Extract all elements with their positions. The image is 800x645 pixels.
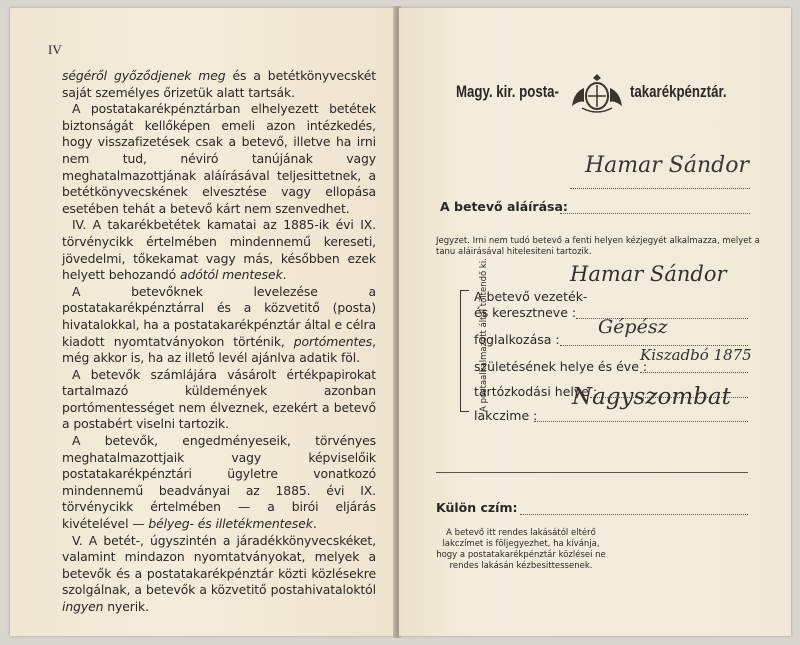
kulon-cim-label: Külön czím:	[436, 500, 518, 515]
field-value-name: Hamar Sándor	[570, 262, 727, 286]
left-paragraph: ségéről győződjenek meg és a betétkönyvecskét saját személyes őrizetük alatt tartsák.	[62, 68, 376, 100]
bottom-note: A betevő itt rendes lakásától eltérő lakczímet is följegyezhet, ha kívánja, hogy a postatakarékpénztár közlései ne rendes lakásán kézbesittessenek.	[436, 528, 606, 571]
left-paragraph: A postatakarékpénztárban elhelyezett betétek biztonságát kellőképen emeli azon intézkedés, hogy visszafizetések csak a betevő, illetve ha irni nem tud, néviró tanújának vagy meghatalmazottjának aláírásával teljesittetnek, a betétkönyvecskének elvesztése vagy ellopása esetében tehát a betevő kárt nem szenvedhet.	[62, 101, 376, 216]
left-paragraph: A betevők, engedményeseik, törvényes meghatalmazottjaik vagy képviselőik postatakarékpénztári ügyletre vonatkozó mindennemű beadványai az 1885. évi IX. törvénycikk értelmében — a birói eljárás kivételével — bélyeg- és illetékmentesek.	[62, 433, 376, 532]
field-line-address	[534, 421, 748, 422]
divider-line	[436, 472, 748, 473]
field-value-birth: Kiszadbó 1875	[640, 346, 752, 364]
left-paragraph: A betevők számlájára vásárolt értékpapirokat tartalmazó küldemények azonban portómentességet nem élveznek, ezekért a betevő a postabért viselni tartozik.	[62, 366, 376, 432]
left-paragraph: V. A betét-, úgyszintén a járadékkönyvecskéket, valamint mindazon nyomtatványokat, melyek a betevők és a postatakarékpénztár közti közlésekre szolgálnak, a betevők a közvetitő postahivataloktól ingyen nyerik.	[62, 532, 376, 614]
kulon-cim-line	[520, 514, 748, 515]
left-body-text	[62, 68, 376, 616]
side-label: A postaalkalmazott által töltendő ki.	[479, 258, 489, 412]
signature-line-upper	[570, 188, 750, 189]
field-value-occupation: Gépész	[598, 316, 668, 338]
field-label-name: és keresztneve :	[474, 305, 577, 320]
field-label-birth: születésének helye és éve :	[474, 359, 648, 374]
field-label-surname: A betevő vezeték-	[474, 289, 588, 304]
field-line-birth	[640, 372, 748, 373]
header-title-left: Magy. kir. posta-	[456, 82, 559, 101]
header-title-right: takarékpénztár.	[630, 82, 727, 101]
left-paragraph: A betevőknek levelezése a postatakarékpénztárral és a közvetitő (posta) hivatalokkal, ha a postatakarékpénztár által e célra kiadott nyomtatványokon történik, portómentes, még akkor is, ha az illető levél ajánlva adatik föl.	[62, 283, 376, 366]
field-value-address: Nagyszombat	[572, 384, 731, 410]
signature-line	[560, 213, 750, 214]
signature-label: A betevő aláírása:	[440, 199, 568, 214]
signature-handwritten: Hamar Sándor	[585, 153, 749, 178]
left-paragraph: IV. A takarékbetétek kamatai az 1885-ik évi IX. törvénycikk értelmében mindennemű kereseti, jövedelmi, tőkekamat vagy más, későbben ezek helyett behozandó adótól mentesek.	[62, 217, 376, 283]
field-label-occupation: foglalkozása :	[474, 332, 560, 347]
field-label-address: lakczime :	[474, 408, 538, 423]
page-number: IV	[48, 42, 62, 57]
note-text: Jegyzet. Irni nem tudó betevő a fenti helyen kézjegyét alkalmazza, melyet a tanu aláirásával hitelesiteni tartozik.	[436, 236, 760, 257]
coat-of-arms-icon	[566, 68, 628, 116]
form-bracket	[460, 290, 469, 412]
field-label-residence: tartózkodási helye :	[474, 384, 598, 399]
